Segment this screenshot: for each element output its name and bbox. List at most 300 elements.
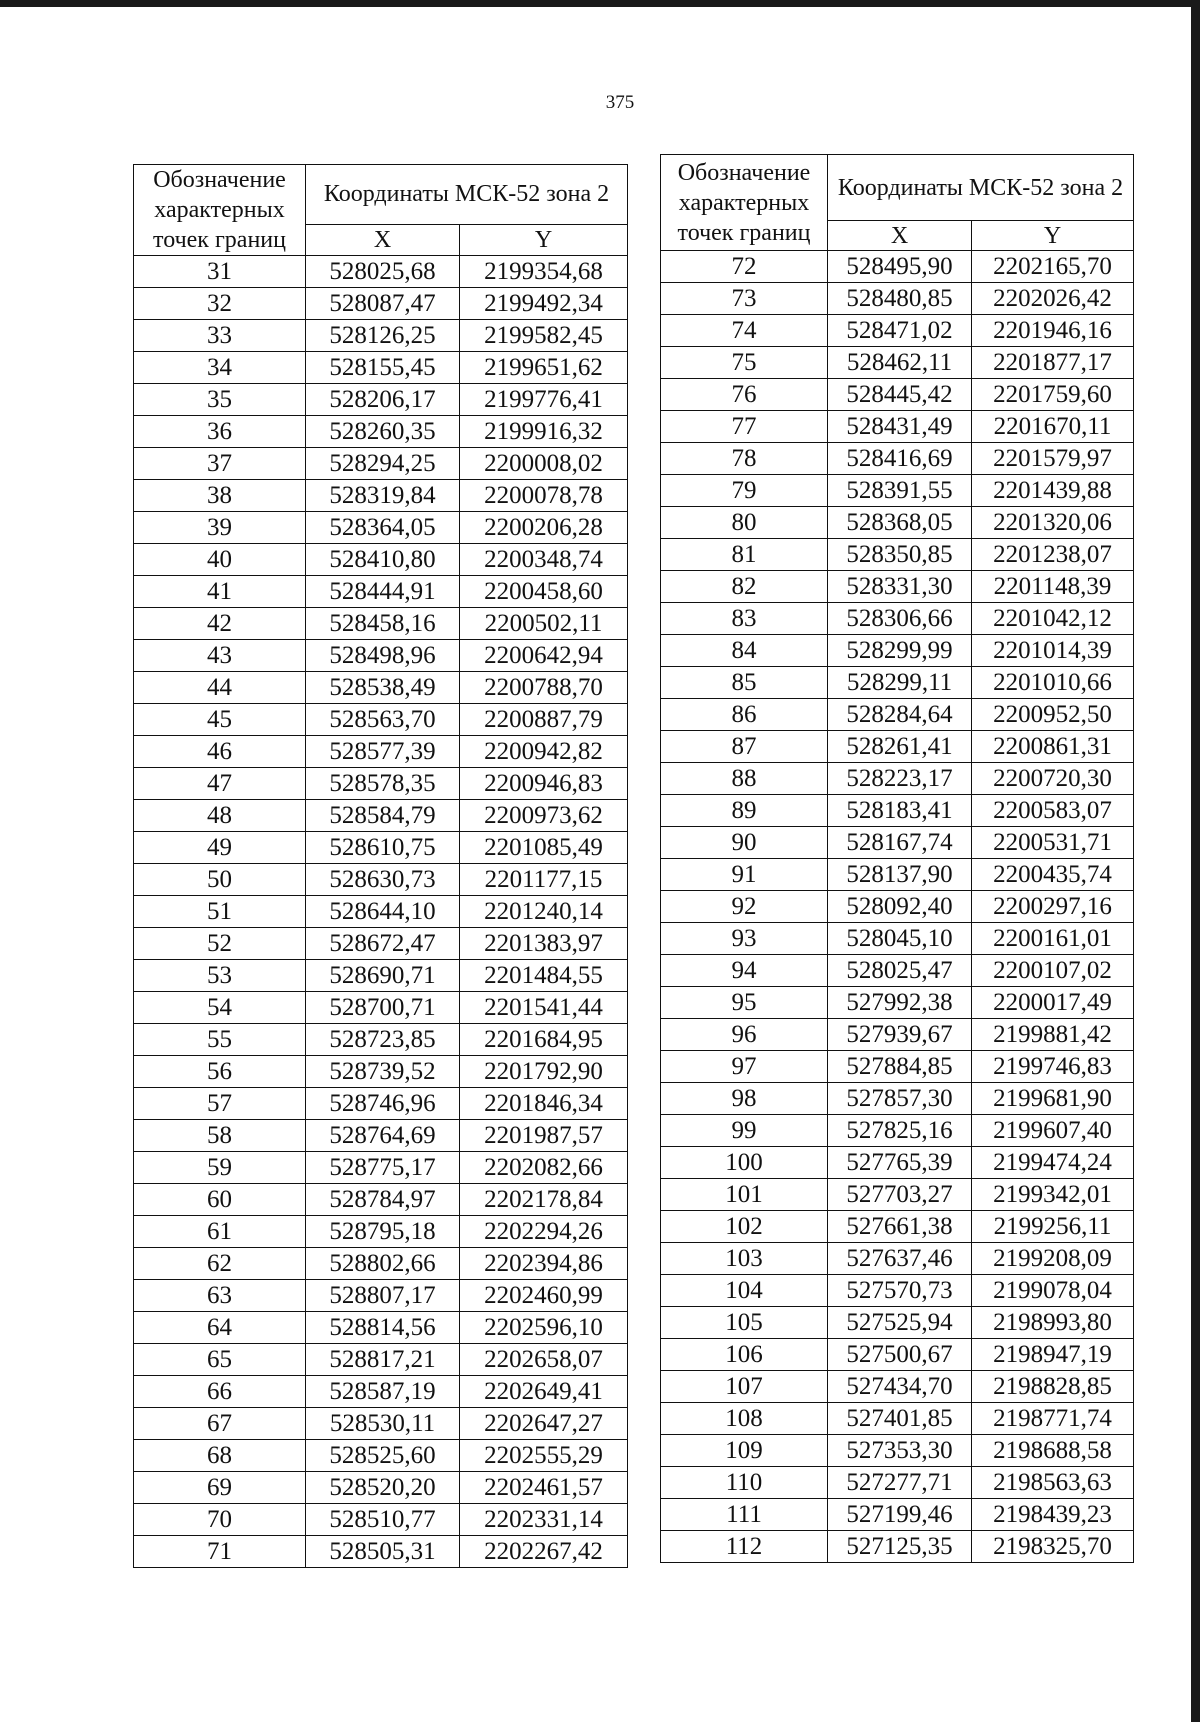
coord-y: 2199208,09: [972, 1243, 1134, 1275]
header-coordinates: Координаты МСК-52 зона 2: [306, 165, 628, 225]
table-row: [134, 320, 628, 352]
table-row: [134, 1120, 628, 1152]
coord-y: 2199607,40: [972, 1115, 1134, 1147]
table-row: [661, 603, 1134, 635]
coord-x: 528807,17: [306, 1280, 460, 1312]
coord-y: 2200952,50: [972, 699, 1134, 731]
point-number: 47: [134, 768, 306, 800]
coord-x: 528416,69: [828, 443, 972, 475]
right-table-body: [661, 251, 1134, 1563]
coord-y: 2200008,02: [460, 448, 628, 480]
coord-x: 528350,85: [828, 539, 972, 571]
coord-y: 2198439,23: [972, 1499, 1134, 1531]
coord-x: 528577,39: [306, 736, 460, 768]
table-row: [134, 1440, 628, 1472]
coord-x: 528510,77: [306, 1504, 460, 1536]
table-row: [661, 699, 1134, 731]
coord-x: 528294,25: [306, 448, 460, 480]
point-number: 32: [134, 288, 306, 320]
coord-x: 528630,73: [306, 864, 460, 896]
coord-y: 2199342,01: [972, 1179, 1134, 1211]
point-number: 104: [661, 1275, 828, 1307]
coord-y: 2199916,32: [460, 416, 628, 448]
coord-x: 528610,75: [306, 832, 460, 864]
coord-x: 528087,47: [306, 288, 460, 320]
coord-x: 528746,96: [306, 1088, 460, 1120]
point-number: 63: [134, 1280, 306, 1312]
coord-x: 528764,69: [306, 1120, 460, 1152]
coord-y: 2198325,70: [972, 1531, 1134, 1563]
table-row: [134, 256, 628, 288]
table-row: [134, 1152, 628, 1184]
point-number: 65: [134, 1344, 306, 1376]
point-number: 103: [661, 1243, 828, 1275]
coord-x: 528817,21: [306, 1344, 460, 1376]
coord-x: 528471,02: [828, 315, 972, 347]
point-number: 52: [134, 928, 306, 960]
table-row: [134, 704, 628, 736]
table-row: [661, 955, 1134, 987]
coord-x: 528723,85: [306, 1024, 460, 1056]
coord-y: 2200017,49: [972, 987, 1134, 1019]
header-designation: Обозначение характерных точек границ: [661, 155, 828, 251]
coord-y: 2202331,14: [460, 1504, 628, 1536]
table-row: [134, 576, 628, 608]
table-row: [661, 347, 1134, 379]
table-row: [134, 960, 628, 992]
coord-x: 528700,71: [306, 992, 460, 1024]
point-number: 86: [661, 699, 828, 731]
coord-x: 528538,49: [306, 672, 460, 704]
coord-y: 2202461,57: [460, 1472, 628, 1504]
coord-y: 2202647,27: [460, 1408, 628, 1440]
point-number: 76: [661, 379, 828, 411]
table-row: [661, 827, 1134, 859]
table-row: [134, 1056, 628, 1088]
coord-x: 527525,94: [828, 1307, 972, 1339]
coord-x: 527703,27: [828, 1179, 972, 1211]
table-row: [134, 416, 628, 448]
coord-y: 2201670,11: [972, 411, 1134, 443]
coord-y: 2198993,80: [972, 1307, 1134, 1339]
table-row: [134, 384, 628, 416]
coord-y: 2198563,63: [972, 1467, 1134, 1499]
table-row: [134, 1536, 628, 1568]
coord-x: 528644,10: [306, 896, 460, 928]
table-row: [134, 448, 628, 480]
coord-y: 2202596,10: [460, 1312, 628, 1344]
point-number: 31: [134, 256, 306, 288]
table-row: [661, 571, 1134, 603]
table-row: [661, 1275, 1134, 1307]
scan-edge-right: [1191, 0, 1200, 1722]
coord-y: 2201792,90: [460, 1056, 628, 1088]
coord-y: 2199078,04: [972, 1275, 1134, 1307]
coord-x: 528563,70: [306, 704, 460, 736]
coord-y: 2201238,07: [972, 539, 1134, 571]
coord-x: 528364,05: [306, 512, 460, 544]
coordinates-table-left: [133, 164, 628, 1568]
table-row: [661, 411, 1134, 443]
point-number: 40: [134, 544, 306, 576]
point-number: 87: [661, 731, 828, 763]
point-number: 111: [661, 1499, 828, 1531]
coord-x: 528025,47: [828, 955, 972, 987]
table-row: [661, 1499, 1134, 1531]
scan-edge-top: [0, 0, 1200, 7]
table-row: [661, 635, 1134, 667]
point-number: 51: [134, 896, 306, 928]
coord-x: 528444,91: [306, 576, 460, 608]
coord-y: 2199681,90: [972, 1083, 1134, 1115]
coord-x: 528331,30: [828, 571, 972, 603]
table-row: [661, 1019, 1134, 1051]
header-y: Y: [460, 224, 628, 255]
point-number: 73: [661, 283, 828, 315]
coord-y: 2200206,28: [460, 512, 628, 544]
coord-y: 2200297,16: [972, 891, 1134, 923]
point-number: 110: [661, 1467, 828, 1499]
coord-y: 2199492,34: [460, 288, 628, 320]
coord-x: 528306,66: [828, 603, 972, 635]
point-number: 84: [661, 635, 828, 667]
point-number: 95: [661, 987, 828, 1019]
coord-y: 2202394,86: [460, 1248, 628, 1280]
point-number: 41: [134, 576, 306, 608]
point-number: 93: [661, 923, 828, 955]
table-row: [661, 1307, 1134, 1339]
coord-x: 528025,68: [306, 256, 460, 288]
table-row: [134, 800, 628, 832]
table-row: [661, 539, 1134, 571]
coord-y: 2200642,94: [460, 640, 628, 672]
table-row: [661, 987, 1134, 1019]
table-row: [661, 1339, 1134, 1371]
coord-y: 2201987,57: [460, 1120, 628, 1152]
coord-y: 2202294,26: [460, 1216, 628, 1248]
coord-x: 527570,73: [828, 1275, 972, 1307]
coord-y: 2202658,07: [460, 1344, 628, 1376]
table-row: [661, 1179, 1134, 1211]
coord-y: 2200531,71: [972, 827, 1134, 859]
coord-y: 2201541,44: [460, 992, 628, 1024]
coord-y: 2202082,66: [460, 1152, 628, 1184]
coord-y: 2202178,84: [460, 1184, 628, 1216]
coord-y: 2201010,66: [972, 667, 1134, 699]
coord-x: 528690,71: [306, 960, 460, 992]
coord-x: 527199,46: [828, 1499, 972, 1531]
point-number: 112: [661, 1531, 828, 1563]
point-number: 109: [661, 1435, 828, 1467]
coord-y: 2199651,62: [460, 352, 628, 384]
point-number: 62: [134, 1248, 306, 1280]
coord-x: 528260,35: [306, 416, 460, 448]
point-number: 55: [134, 1024, 306, 1056]
point-number: 71: [134, 1536, 306, 1568]
table-row: [661, 1083, 1134, 1115]
point-number: 66: [134, 1376, 306, 1408]
table-row: [134, 992, 628, 1024]
table-row: [134, 1216, 628, 1248]
coord-x: 528284,64: [828, 699, 972, 731]
table-row: [134, 1504, 628, 1536]
point-number: 90: [661, 827, 828, 859]
coord-x: 527500,67: [828, 1339, 972, 1371]
point-number: 46: [134, 736, 306, 768]
point-number: 61: [134, 1216, 306, 1248]
point-number: 77: [661, 411, 828, 443]
point-number: 97: [661, 1051, 828, 1083]
coord-x: 527857,30: [828, 1083, 972, 1115]
table-row: [134, 672, 628, 704]
coord-y: 2201579,97: [972, 443, 1134, 475]
table-row: [134, 288, 628, 320]
coord-x: 527992,38: [828, 987, 972, 1019]
point-number: 37: [134, 448, 306, 480]
page-number: 375: [605, 92, 635, 113]
point-number: 48: [134, 800, 306, 832]
table-row: [661, 507, 1134, 539]
point-number: 74: [661, 315, 828, 347]
point-number: 70: [134, 1504, 306, 1536]
coord-x: 527765,39: [828, 1147, 972, 1179]
coord-y: 2202165,70: [972, 251, 1134, 283]
coord-y: 2199746,83: [972, 1051, 1134, 1083]
coord-x: 528587,19: [306, 1376, 460, 1408]
coord-y: 2200720,30: [972, 763, 1134, 795]
point-number: 101: [661, 1179, 828, 1211]
coord-x: 528261,41: [828, 731, 972, 763]
point-number: 92: [661, 891, 828, 923]
coord-x: 527825,16: [828, 1115, 972, 1147]
coord-y: 2199881,42: [972, 1019, 1134, 1051]
point-number: 68: [134, 1440, 306, 1472]
coord-x: 527353,30: [828, 1435, 972, 1467]
coord-x: 528775,17: [306, 1152, 460, 1184]
table-row: [134, 544, 628, 576]
point-number: 105: [661, 1307, 828, 1339]
table-row: [134, 480, 628, 512]
coord-x: 528126,25: [306, 320, 460, 352]
coord-y: 2201320,06: [972, 507, 1134, 539]
coord-y: 2200348,74: [460, 544, 628, 576]
coord-y: 2200107,02: [972, 955, 1134, 987]
coord-y: 2199582,45: [460, 320, 628, 352]
coord-y: 2201148,39: [972, 571, 1134, 603]
point-number: 96: [661, 1019, 828, 1051]
point-number: 50: [134, 864, 306, 896]
coord-x: 528458,16: [306, 608, 460, 640]
table-row: [661, 667, 1134, 699]
table-row: [134, 1472, 628, 1504]
coord-x: 528155,45: [306, 352, 460, 384]
point-number: 56: [134, 1056, 306, 1088]
table-row: [134, 736, 628, 768]
coord-x: 528784,97: [306, 1184, 460, 1216]
table-row: [661, 1243, 1134, 1275]
coord-x: 528368,05: [828, 507, 972, 539]
coord-y: 2198828,85: [972, 1371, 1134, 1403]
table-row: [134, 1024, 628, 1056]
point-number: 94: [661, 955, 828, 987]
table-row: [661, 475, 1134, 507]
table-row: [661, 283, 1134, 315]
point-number: 80: [661, 507, 828, 539]
point-number: 75: [661, 347, 828, 379]
point-number: 35: [134, 384, 306, 416]
coord-x: 527125,35: [828, 1531, 972, 1563]
header-x: X: [828, 221, 972, 251]
table-row: [134, 1312, 628, 1344]
coord-y: 2198771,74: [972, 1403, 1134, 1435]
coord-y: 2202555,29: [460, 1440, 628, 1472]
coord-x: 528739,52: [306, 1056, 460, 1088]
coord-x: 528795,18: [306, 1216, 460, 1248]
table-row: [134, 1184, 628, 1216]
header-y: Y: [972, 221, 1134, 251]
table-row: [134, 1088, 628, 1120]
point-number: 78: [661, 443, 828, 475]
coord-x: 528495,90: [828, 251, 972, 283]
point-number: 60: [134, 1184, 306, 1216]
coord-y: 2200946,83: [460, 768, 628, 800]
coord-x: 527661,38: [828, 1211, 972, 1243]
coord-x: 528223,17: [828, 763, 972, 795]
table-row: [134, 608, 628, 640]
coord-x: 527277,71: [828, 1467, 972, 1499]
table-row: [661, 1051, 1134, 1083]
coord-x: 528137,90: [828, 859, 972, 891]
point-number: 57: [134, 1088, 306, 1120]
point-number: 67: [134, 1408, 306, 1440]
point-number: 54: [134, 992, 306, 1024]
coord-y: 2202267,42: [460, 1536, 628, 1568]
point-number: 53: [134, 960, 306, 992]
point-number: 83: [661, 603, 828, 635]
header-coordinates: Координаты МСК-52 зона 2: [828, 155, 1134, 221]
coord-x: 528299,11: [828, 667, 972, 699]
point-number: 89: [661, 795, 828, 827]
coord-y: 2200078,78: [460, 480, 628, 512]
point-number: 98: [661, 1083, 828, 1115]
coord-x: 528672,47: [306, 928, 460, 960]
coord-y: 2198947,19: [972, 1339, 1134, 1371]
coord-x: 528299,99: [828, 635, 972, 667]
coord-y: 2202026,42: [972, 283, 1134, 315]
table-row: [134, 1376, 628, 1408]
table-row: [134, 512, 628, 544]
coord-x: 528391,55: [828, 475, 972, 507]
point-number: 100: [661, 1147, 828, 1179]
coord-y: 2201439,88: [972, 475, 1134, 507]
coord-x: 528431,49: [828, 411, 972, 443]
table-row: [134, 1248, 628, 1280]
coord-y: 2198688,58: [972, 1435, 1134, 1467]
table-row: [134, 1344, 628, 1376]
table-row: [661, 795, 1134, 827]
point-number: 82: [661, 571, 828, 603]
coord-x: 528206,17: [306, 384, 460, 416]
coord-y: 2201177,15: [460, 864, 628, 896]
coord-x: 528480,85: [828, 283, 972, 315]
table-row: [134, 832, 628, 864]
coordinates-table-right: [660, 154, 1134, 1563]
coord-x: 527939,67: [828, 1019, 972, 1051]
table-row: [134, 896, 628, 928]
coord-x: 528525,60: [306, 1440, 460, 1472]
table-row: [134, 864, 628, 896]
table-row: [134, 640, 628, 672]
table-row: [134, 1408, 628, 1440]
table-row: [661, 1115, 1134, 1147]
coord-y: 2201014,39: [972, 635, 1134, 667]
table-row: [661, 1435, 1134, 1467]
point-number: 36: [134, 416, 306, 448]
table-row: [661, 859, 1134, 891]
coord-x: 528520,20: [306, 1472, 460, 1504]
table-row: [661, 731, 1134, 763]
coord-x: 528319,84: [306, 480, 460, 512]
coord-y: 2199776,41: [460, 384, 628, 416]
point-number: 39: [134, 512, 306, 544]
table-row: [134, 352, 628, 384]
coord-x: 527401,85: [828, 1403, 972, 1435]
table-row: [661, 251, 1134, 283]
point-number: 79: [661, 475, 828, 507]
coord-x: 528578,35: [306, 768, 460, 800]
point-number: 106: [661, 1339, 828, 1371]
coord-y: 2201759,60: [972, 379, 1134, 411]
table-row: [661, 1467, 1134, 1499]
point-number: 45: [134, 704, 306, 736]
coord-y: 2199354,68: [460, 256, 628, 288]
point-number: 108: [661, 1403, 828, 1435]
coord-x: 528584,79: [306, 800, 460, 832]
table-row: [661, 443, 1134, 475]
point-number: 49: [134, 832, 306, 864]
coord-x: 527884,85: [828, 1051, 972, 1083]
table-row: [661, 1403, 1134, 1435]
point-number: 43: [134, 640, 306, 672]
point-number: 64: [134, 1312, 306, 1344]
point-number: 102: [661, 1211, 828, 1243]
coord-y: 2200435,74: [972, 859, 1134, 891]
point-number: 85: [661, 667, 828, 699]
point-number: 34: [134, 352, 306, 384]
point-number: 58: [134, 1120, 306, 1152]
coord-x: 528410,80: [306, 544, 460, 576]
coord-x: 527434,70: [828, 1371, 972, 1403]
coord-y: 2200942,82: [460, 736, 628, 768]
header-designation: Обозначение характерных точек границ: [134, 165, 306, 256]
coord-y: 2201684,95: [460, 1024, 628, 1056]
coord-y: 2200861,31: [972, 731, 1134, 763]
coord-y: 2200973,62: [460, 800, 628, 832]
coord-y: 2201877,17: [972, 347, 1134, 379]
coord-y: 2199256,11: [972, 1211, 1134, 1243]
table-row: [661, 315, 1134, 347]
coord-y: 2200887,79: [460, 704, 628, 736]
table-row: [661, 763, 1134, 795]
point-number: 91: [661, 859, 828, 891]
coord-y: 2202460,99: [460, 1280, 628, 1312]
point-number: 38: [134, 480, 306, 512]
coord-y: 2201946,16: [972, 315, 1134, 347]
coord-x: 528167,74: [828, 827, 972, 859]
table-row: [661, 1531, 1134, 1563]
coord-y: 2201846,34: [460, 1088, 628, 1120]
table-row: [134, 768, 628, 800]
